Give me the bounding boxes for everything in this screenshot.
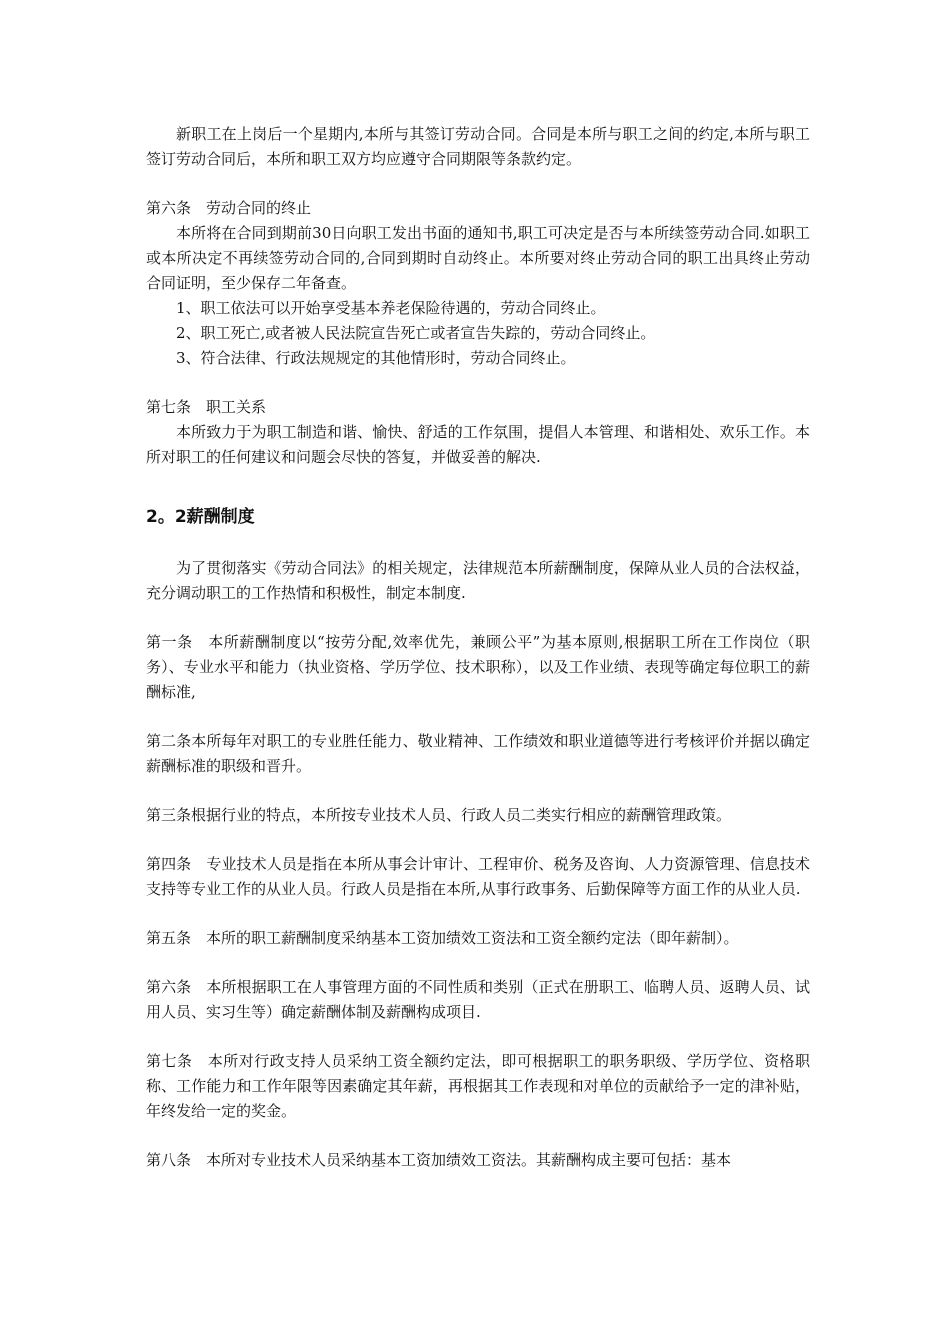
article-6-item-3: 3、符合法律、行政法规规定的其他情形时，劳动合同终止。 bbox=[176, 349, 576, 367]
salary-article-6: 第六条 本所根据职工在人事管理方面的不同性质和类别（正式在册职工、临聘人员、返聘人员、试用人员、实习生等）确定薪酬体制及薪酬构成项目. bbox=[146, 978, 810, 1021]
section-heading-salary: 2。2薪酬制度 bbox=[146, 507, 255, 527]
salary-article-7: 第七条 本所对行政支持人员采纳工资全额约定法，即可根据职工的职务职级、学历学位、资格职称、工作能力和工作年限等因素确定其年薪，再根据其工作表现和对单位的贡献给予一定的津补贴，年终发给一定的奖金。 bbox=[146, 1052, 810, 1120]
salary-article-3: 第三条根据行业的特点，本所按专业技术人员、行政人员二类实行相应的薪酬管理政策。 bbox=[146, 806, 732, 824]
article-6-title: 第六条 劳动合同的终止 bbox=[146, 199, 312, 217]
document-page bbox=[146, 122, 810, 1173]
salary-article-2: 第二条本所每年对职工的专业胜任能力、敬业精神、工作绩效和职业道德等进行考核评价并据以确定薪酬标准的职级和晋升。 bbox=[146, 732, 810, 775]
salary-article-5: 第五条 本所的职工薪酬制度采纳基本工资加绩效工资法和工资全额约定法（即年薪制）。 bbox=[146, 929, 739, 947]
article-6-item-1: 1、职工依法可以开始享受基本养老保险待遇的，劳动合同终止。 bbox=[176, 299, 606, 317]
salary-intro: 为了贯彻落实《劳动合同法》的相关规定，法律规范本所薪酬制度，保障从业人员的合法权益，充分调动职工的工作热情和积极性，制定本制度. bbox=[146, 559, 810, 602]
article-7-title: 第七条 职工关系 bbox=[146, 398, 267, 416]
salary-article-4: 第四条 专业技术人员是指在本所从事会计审计、工程审价、税务及咨询、人力资源管理、信息技术支持等专业工作的从业人员。行政人员是指在本所,从事行政事务、后勤保障等方面工作的从业人员. bbox=[146, 855, 810, 898]
contract-signing-paragraph: 新职工在上岗后一个星期内,本所与其签订劳动合同。合同是本所与职工之间的约定,本所与职工签订劳动合同后，本所和职工双方均应遵守合同期限等条款约定。 bbox=[146, 125, 810, 168]
article-6-body: 本所将在合同到期前30日向职工发出书面的通知书,职工可决定是否与本所续签劳动合同.如职工或本所决定不再续签劳动合同的,合同到期时自动终止。本所要对终止劳动合同的职工出具终止劳动合同证明，至少保存二年备查。 bbox=[146, 224, 810, 292]
salary-article-8: 第八条 本所对专业技术人员采纳基本工资加绩效工资法。其薪酬构成主要可包括：基本 bbox=[146, 1151, 732, 1169]
article-7-body: 本所致力于为职工制造和谐、愉快、舒适的工作氛围，提倡人本管理、和谐相处、欢乐工作。本所对职工的任何建议和问题会尽快的答复，并做妥善的解决. bbox=[146, 423, 810, 466]
article-6-item-2: 2、职工死亡,或者被人民法院宣告死亡或者宣告失踪的，劳动合同终止。 bbox=[176, 324, 656, 342]
salary-article-1: 第一条 本所薪酬制度以“按劳分配,效率优先，兼顾公平”为基本原则,根据职工所在工作岗位（职务）、专业水平和能力（执业资格、学历学位、技术职称），以及工作业绩、表现等确定每位职工的薪酬标准, bbox=[146, 633, 810, 701]
